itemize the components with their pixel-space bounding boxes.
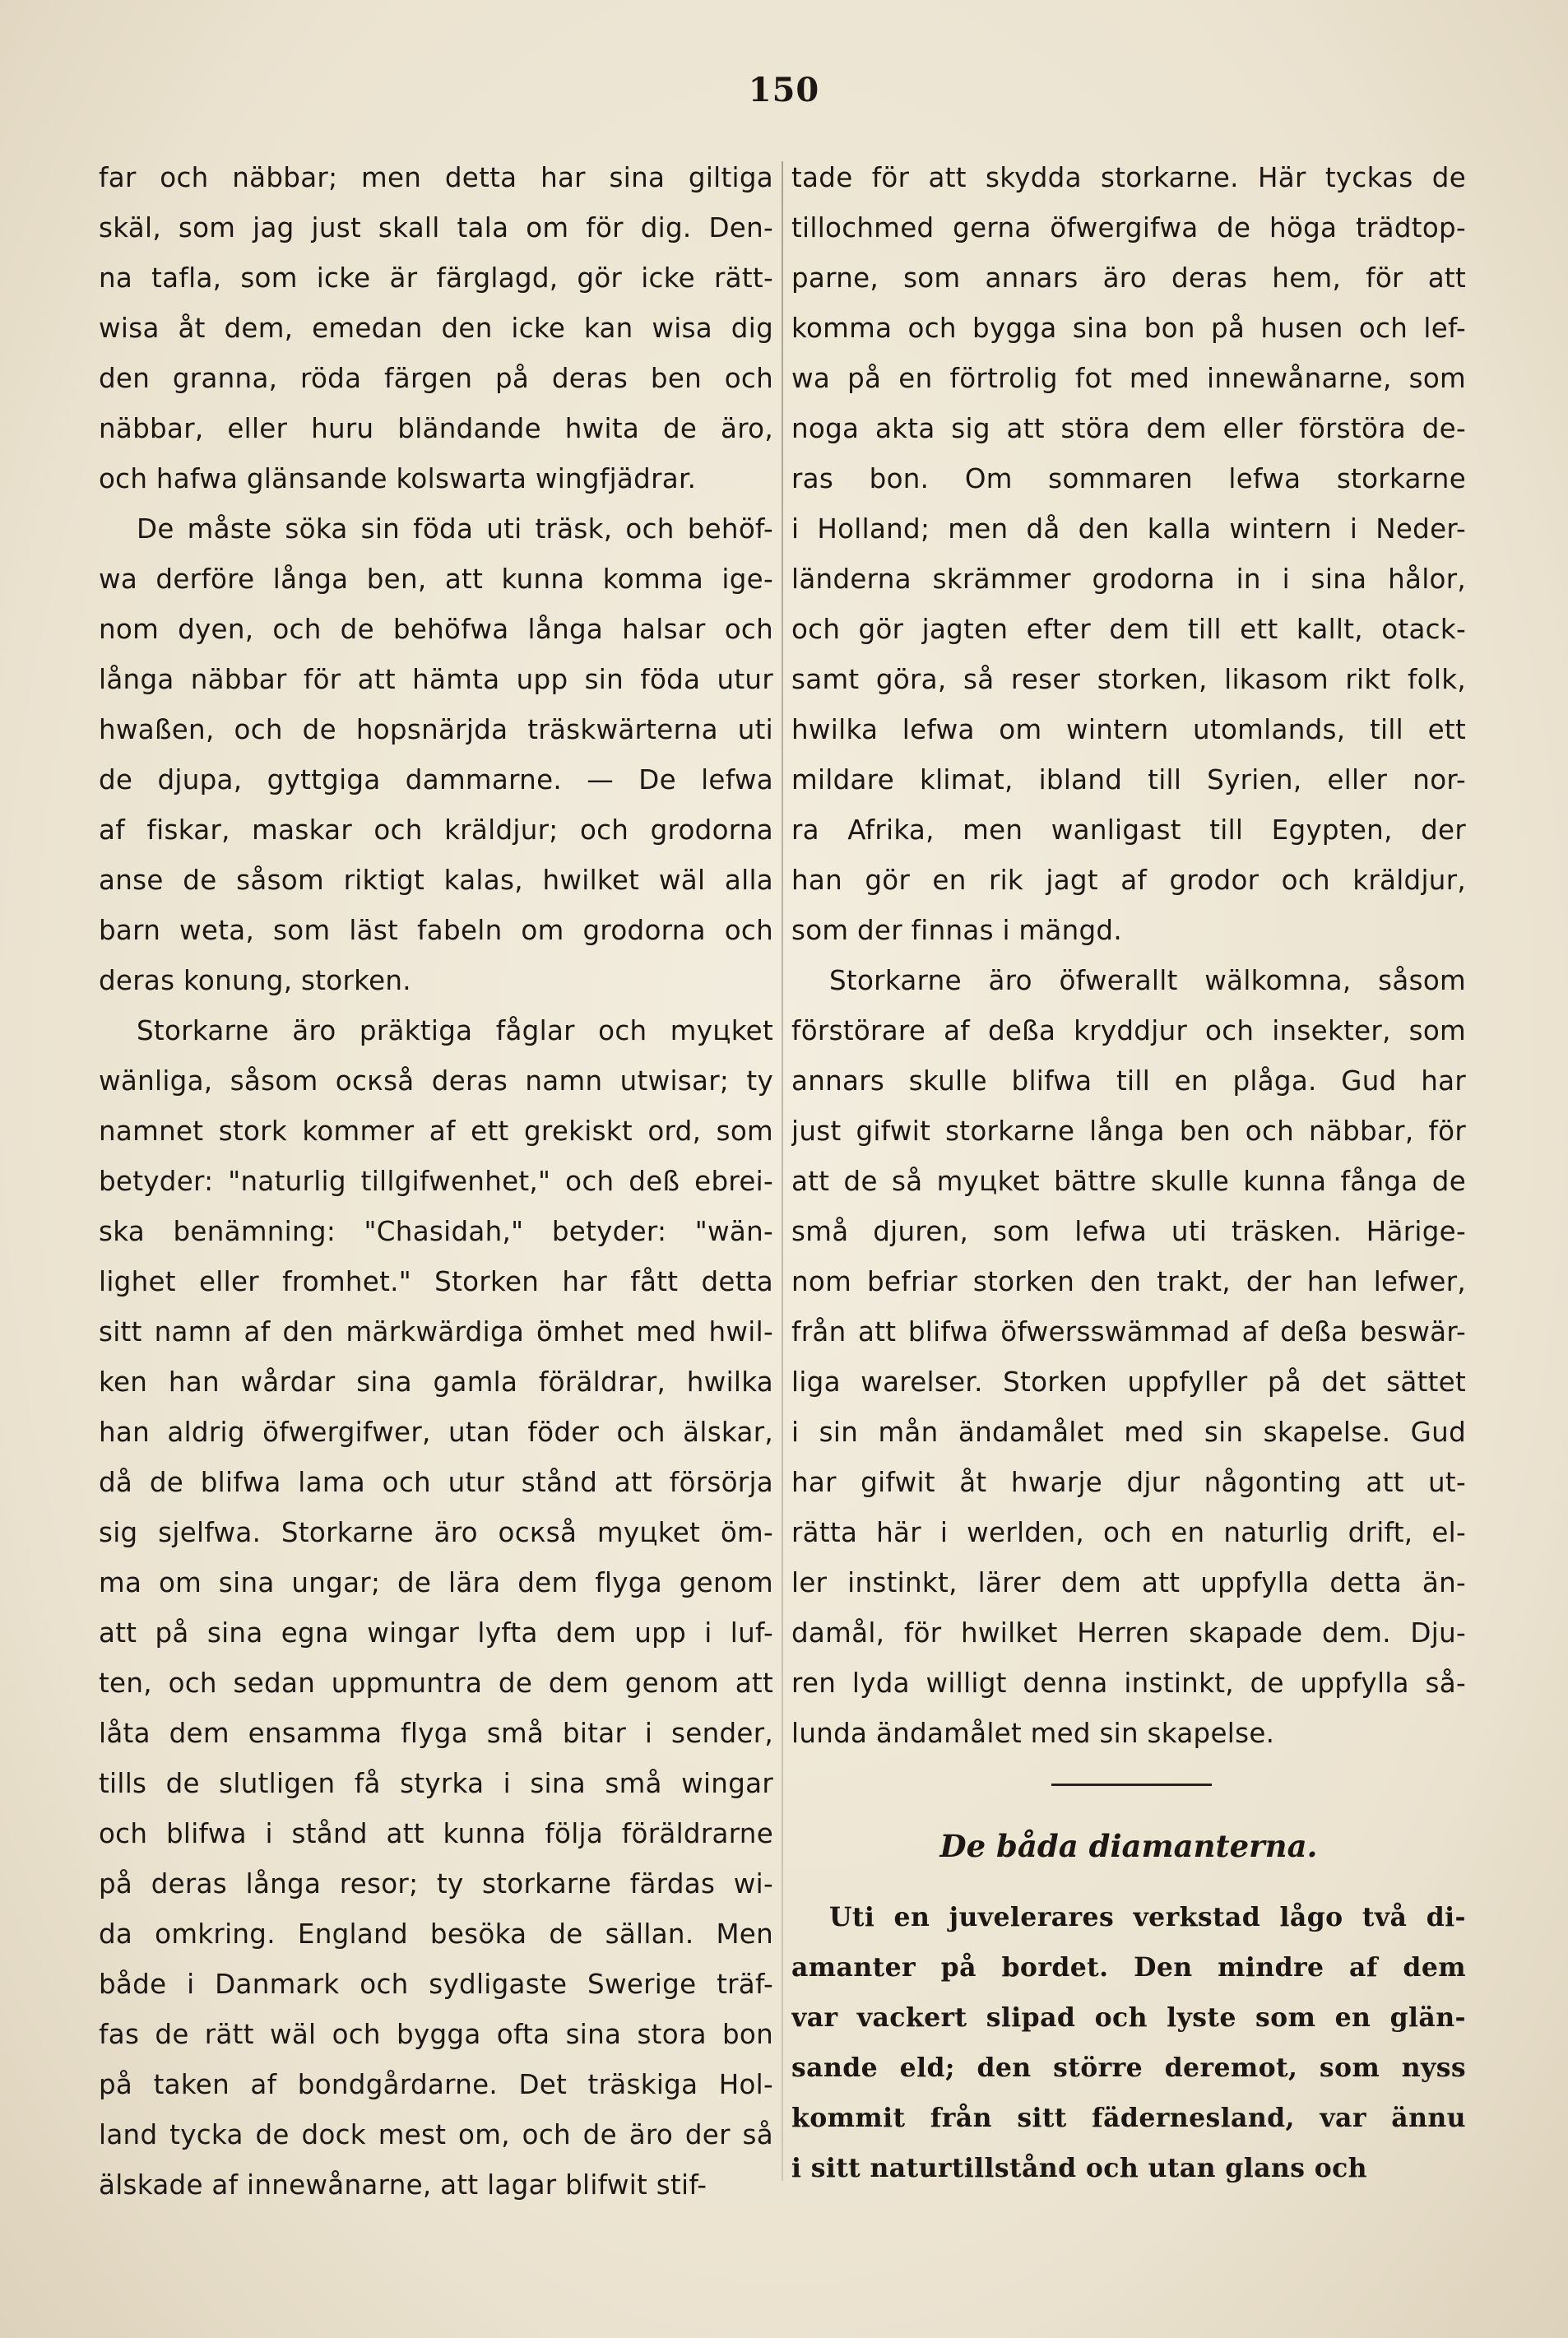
page-number: 150 — [748, 71, 820, 109]
text-line: som der finnas i mängd. — [791, 915, 1122, 946]
text-line: fas de rätt wäl och bygga ofta sina stora bon — [99, 2019, 773, 2050]
text-line: ler instinkt, lärer dem att uppfylla detta än- — [791, 1567, 1466, 1598]
text-line: tillochmed gerna öfwergifwa de höga trädtop- — [791, 212, 1466, 244]
text-line: han aldrig öfwergifwer, utan föder och älskar, — [99, 1417, 773, 1448]
text-line: låta dem ensamma flyga små bitar i sender, — [99, 1718, 773, 1749]
column-divider — [782, 161, 783, 2181]
text-line: komma och bygga sina bon på husen och lef- — [791, 313, 1466, 344]
text-line: amanter på bordet. Den mindre af dem — [791, 1952, 1466, 1983]
text-line: de djupa, gyttgiga dammarne. — De lefwa — [99, 764, 773, 796]
text-line: då de blifwa lama och utur stånd att försörja — [99, 1467, 773, 1498]
text-line: ten, och sedan uppmuntra de dem genom att — [99, 1668, 773, 1699]
text-line: länderna skrämmer grodorna in i sina hålor, — [791, 564, 1466, 595]
text-line: ren lyda willigt denna instinkt, de uppfylla så- — [791, 1668, 1466, 1699]
text-line: långa näbbar för att hämta upp sin föda utur — [99, 664, 773, 695]
text-line: älskade af innewånarne, att lagar blifwit stif- — [99, 2169, 707, 2201]
text-line: och hafwa glänsande kolswarta wingfjädrar. — [99, 463, 697, 494]
text-line: rätta här i werlden, och en naturlig drift, el- — [791, 1517, 1466, 1548]
text-line: ma om sina ungar; de lära dem flyga genom — [99, 1567, 773, 1598]
text-line: på deras långa resor; ty storkarne färdas wi- — [99, 1868, 773, 1900]
text-line: förstörare af deßa kryddjur och insekter, som — [791, 1015, 1466, 1046]
text-line: nom befriar storken den trakt, der han lefwer, — [791, 1266, 1466, 1297]
text-line: deras konung, storken. — [99, 965, 411, 996]
text-line: från att blifwa öfwersswämmad af deßa beswär- — [791, 1316, 1466, 1348]
text-line: att på sina egna wingar lyfta dem upp i luf- — [99, 1617, 773, 1649]
text-line: just gifwit storkarne långa ben och näbbar, för — [791, 1116, 1466, 1147]
text-line: Storkarne äro öfwerallt wälkomna, såsom — [829, 965, 1466, 996]
text-line: af fiskar, maskar och kräldjur; och grodorna — [99, 814, 773, 846]
text-line: på taken af bondgårdarne. Det träskiga Hol- — [99, 2069, 773, 2100]
text-line: betyder: "naturlig tillgifwenhet," och deß ebrei- — [99, 1166, 773, 1197]
section-rule — [1051, 1784, 1212, 1786]
text-line: anse de såsom riktigt kalas, hwilket wäl alla — [99, 865, 773, 896]
text-line: na tafla, som icke är färglagd, gör icke rätt- — [99, 262, 773, 294]
story-title: De båda diamanterna. — [939, 1828, 1318, 1864]
text-line: barn weta, som läst fabeln om grodorna och — [99, 915, 773, 946]
text-line: små djuren, som lefwa uti träsken. Härige- — [791, 1216, 1466, 1247]
text-line: mildare klimat, ibland till Syrien, eller nor- — [791, 764, 1466, 796]
text-line: i sin mån ändamålet med sin skapelse. Gud — [791, 1417, 1466, 1448]
left-column — [99, 153, 773, 2210]
text-line: var vackert slipad och lyste som en glän- — [791, 2002, 1466, 2033]
text-line: samt göra, så reser storken, likasom rikt folk, — [791, 664, 1466, 695]
text-line: damål, för hwilket Herren skapade dem. Dju- — [791, 1617, 1466, 1649]
text-line: och gör jagten efter dem till ett kallt, otack- — [791, 614, 1466, 645]
text-line: och blifwa i stånd att kunna följa föräldrarne — [99, 1818, 773, 1849]
text-line: i Holland; men då den kalla wintern i Neder- — [791, 513, 1466, 545]
text-line: hwaßen, och de hopsnärjda träskwärterna uti — [99, 714, 773, 745]
text-line: sande eld; den större deremot, som nyss — [791, 2053, 1466, 2083]
text-line: den granna, röda färgen på deras ben och — [99, 363, 773, 394]
text-line: Storkarne äro präktiga fåglar och myцket — [137, 1015, 773, 1046]
text-line: både i Danmark och sydligaste Swerige träf- — [99, 1969, 773, 2000]
text-line: far och näbbar; men detta har sina giltiga — [99, 162, 773, 193]
text-line: lighet eller fromhet." Storken har fått detta — [99, 1266, 773, 1297]
text-line: noga akta sig att störa dem eller förstöra de- — [791, 413, 1466, 444]
text-line: lunda ändamålet med sin skapelse. — [791, 1718, 1275, 1749]
text-line: han gör en rik jagt af grodor och kräldjur, — [791, 865, 1466, 896]
text-line: kommit från sitt fädernesland, var ännu — [791, 2103, 1466, 2133]
text-line: ras bon. Om sommaren lefwa storkarne — [791, 463, 1466, 494]
text-line: i sitt naturtillstånd och utan glans och — [791, 2153, 1367, 2183]
text-line: wisa åt dem, emedan den icke kan wisa dig — [99, 313, 773, 344]
text-line: liga warelser. Storken uppfyller på det sättet — [791, 1366, 1466, 1398]
story-text — [791, 1892, 1466, 2193]
text-line: sig sjelfwa. Storkarne äro ocкså myцket öm- — [99, 1517, 773, 1548]
text-line: tills de slutligen få styrka i sina små wingar — [99, 1768, 773, 1799]
text-line: skäl, som jag just skall tala om för dig. Den- — [99, 212, 773, 244]
text-line: wa derföre långa ben, att kunna komma ige- — [99, 564, 773, 595]
text-line: tade för att skydda storkarne. Här tyckas de — [791, 162, 1466, 193]
text-line: da omkring. England besöka de sällan. Men — [99, 1918, 773, 1950]
text-line: ken han wårdar sina gamla föräldrar, hwilka — [99, 1366, 773, 1398]
text-line: wänliga, såsom ocкså deras namn utwisar; ty — [99, 1065, 773, 1097]
text-line: ska benämning: "Chasidah," betyder: "wän- — [99, 1216, 773, 1247]
text-line: hwilka lefwa om wintern utomlands, till ett — [791, 714, 1466, 745]
text-line: De måste söka sin föda uti träsk, och behöf- — [137, 513, 773, 545]
text-line: sitt namn af den märkwärdiga ömhet med hwil- — [99, 1316, 773, 1348]
text-line: namnet stork kommer af ett grekiskt ord, som — [99, 1116, 773, 1147]
text-line: att de så myцket bättre skulle kunna fånga de — [791, 1166, 1466, 1197]
right-column — [791, 153, 1466, 1759]
text-line: land tycka de dock mest om, och de äro der så — [99, 2119, 773, 2150]
text-line: ra Afrika, men wanligast till Egypten, der — [791, 814, 1466, 846]
text-line: annars skulle blifwa till en plåga. Gud har — [791, 1065, 1466, 1097]
text-line: Uti en juvelerares verkstad lågo två di- — [829, 1902, 1466, 1932]
text-line: näbbar, eller huru bländande hwita de äro, — [99, 413, 773, 444]
text-line: nom dyen, och de behöfwa långa halsar och — [99, 614, 773, 645]
text-line: parne, som annars äro deras hem, för att — [791, 262, 1466, 294]
text-line: wa på en förtrolig fot med innewånarne, som — [791, 363, 1466, 394]
text-line: har gifwit åt hwarje djur någonting att ut- — [791, 1467, 1466, 1498]
